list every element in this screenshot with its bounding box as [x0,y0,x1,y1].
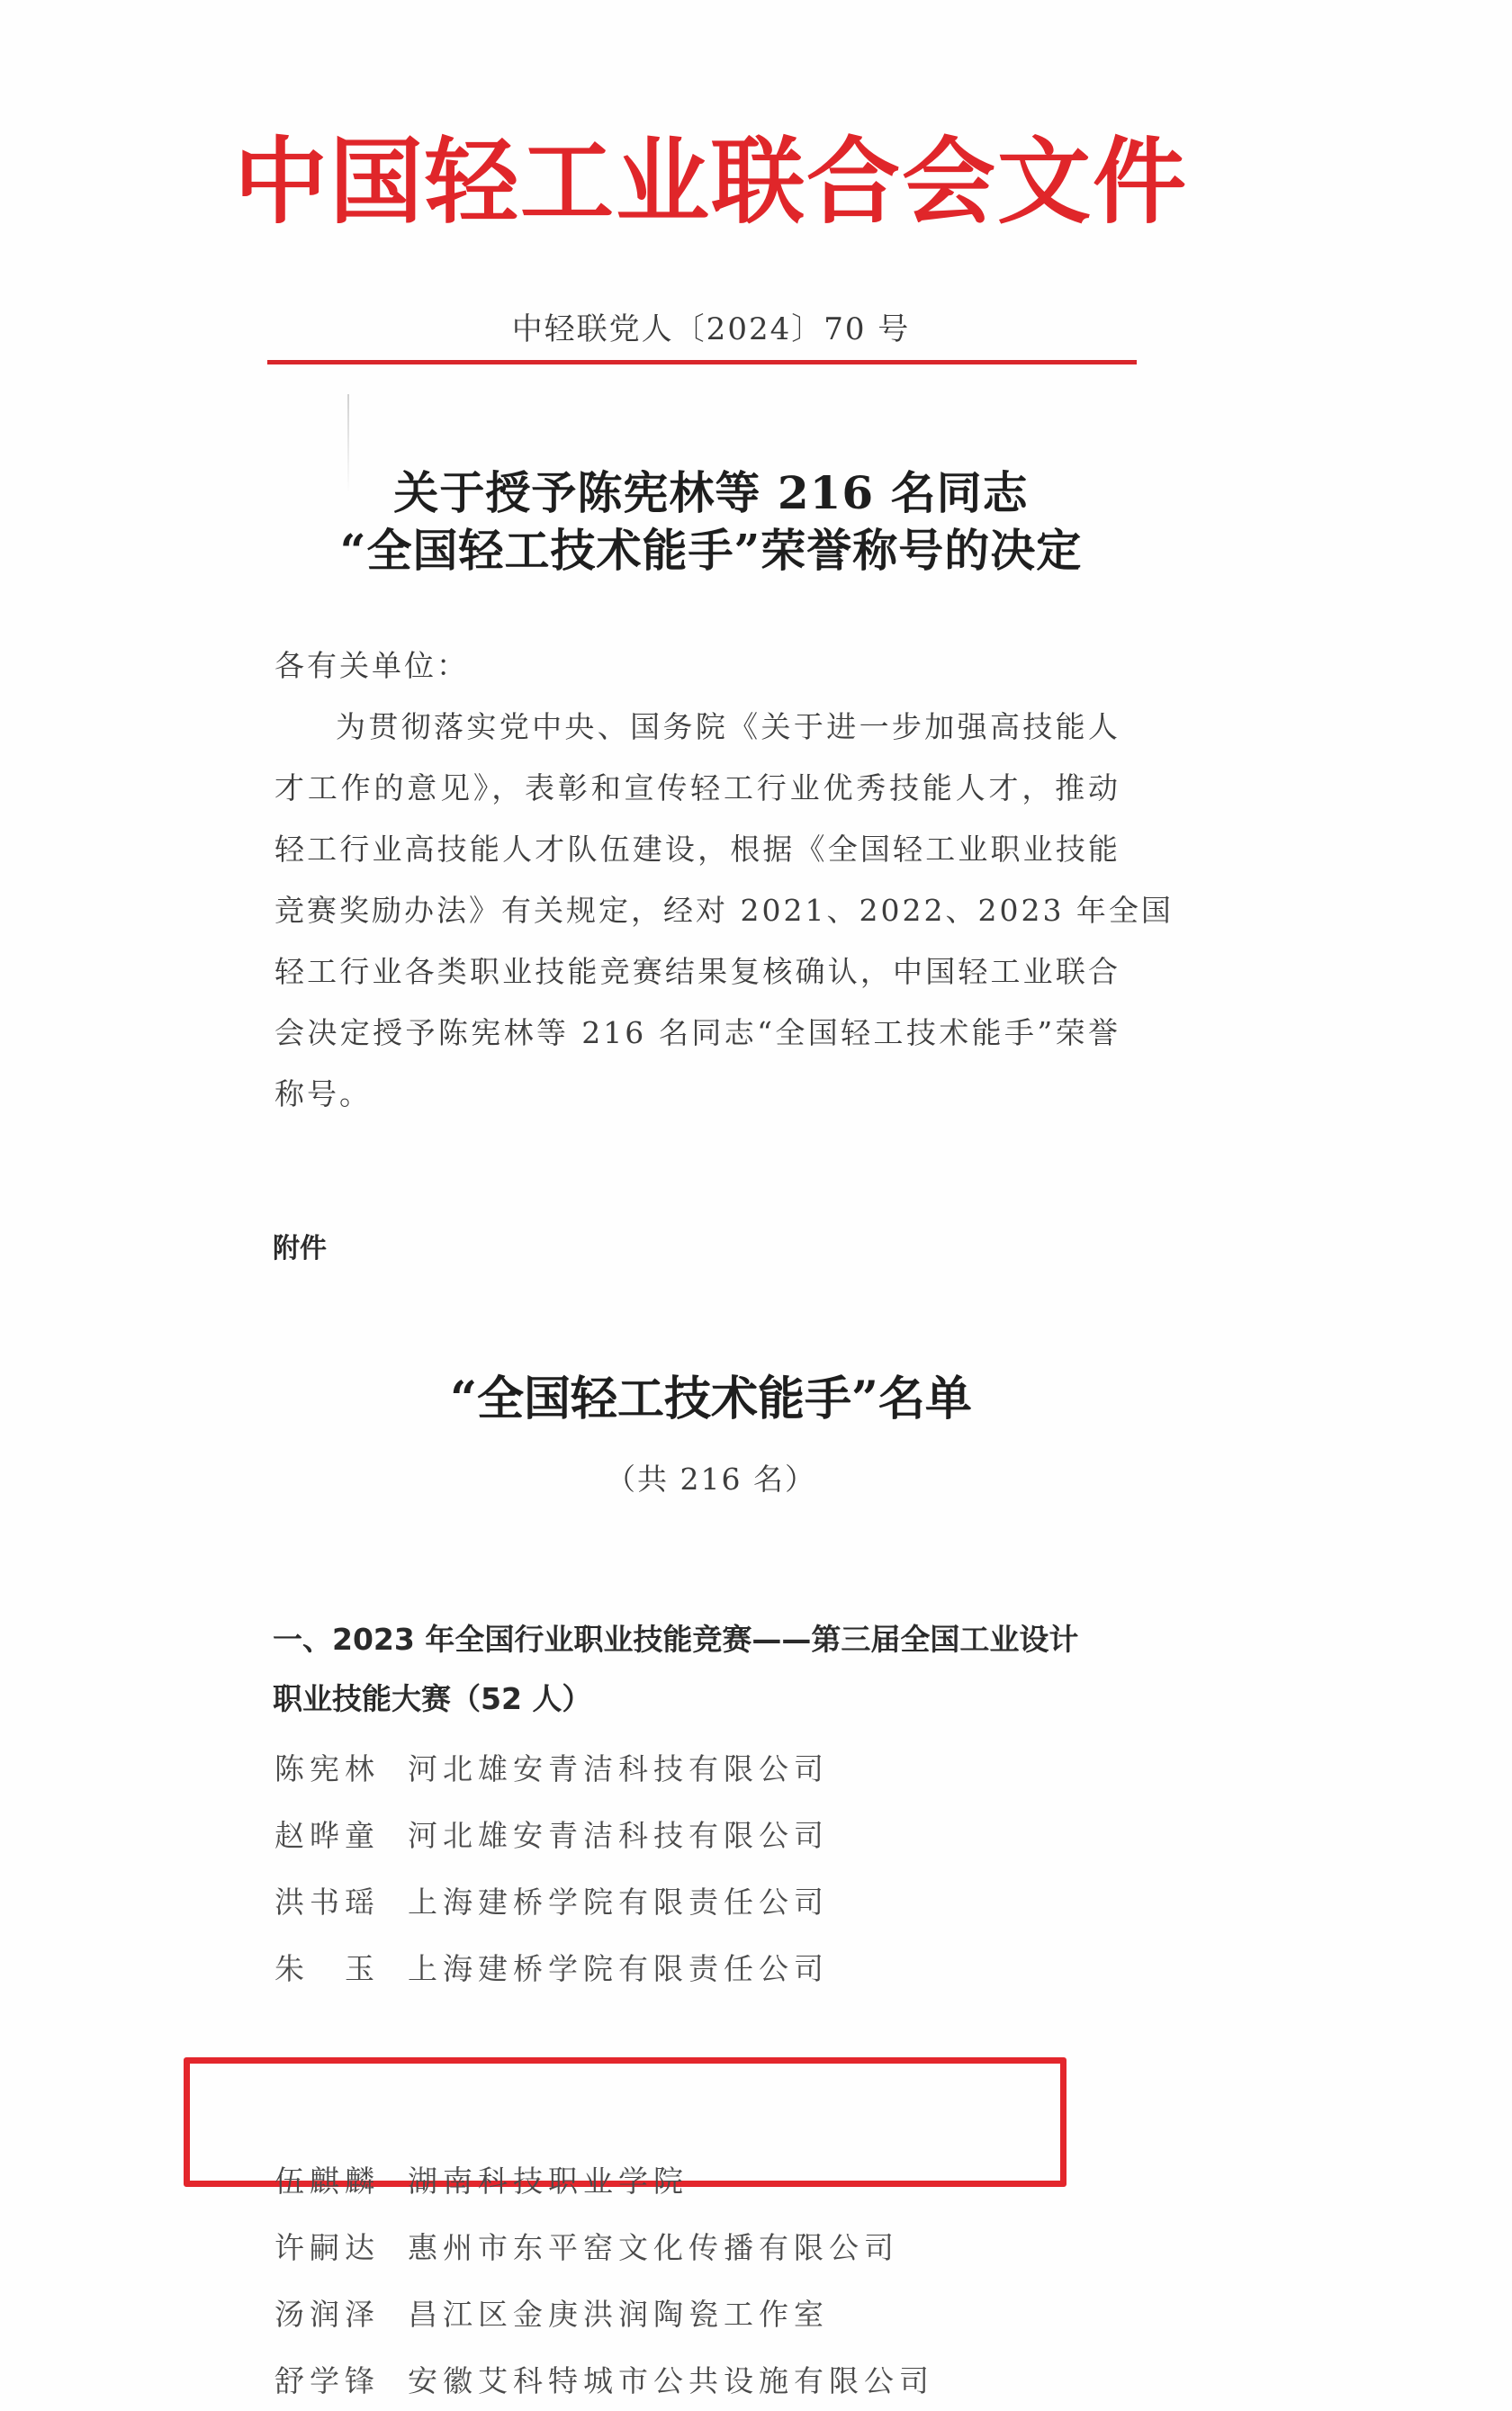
body-paragraph-line: 才工作的意见》，表彰和宣传轻工行业优秀技能人才，推动 [274,770,1120,805]
decision-title-line-1: 关于授予陈宪林等 216 名同志 [393,466,1029,519]
awardee-organization: 惠州市东平窑文化传播有限公司 [408,2230,899,2265]
body-paragraph-line: 竞赛奖励办法》有关规定，经对 2021、2022、2023 年全国 [274,893,1174,928]
list-item [274,1946,829,1989]
body-paragraph-line: 为贯彻落实党中央、国务院《关于进一步加强高技能人 [336,709,1120,744]
awardee-name: 朱 玉 [274,1951,380,1986]
list-item [274,2225,899,2268]
body-paragraph-line: 会决定授予陈宪林等 216 名同志“全国轻工技术能手”荣誉 [274,1015,1120,1050]
awardee-name: 洪书瑶 [274,1885,380,1920]
body-paragraph-line: 轻工行业各类职业技能竞赛结果复核确认，中国轻工业联合 [274,954,1120,989]
section-heading-line-1: 一、2023 年全国行业职业技能竞赛——第三届全国工业设计 [273,1622,1079,1657]
awardee-organization: 昌江区金庚洪润陶瓷工作室 [408,2297,829,2332]
list-title: “全国轻工技术能手”名单 [450,1372,972,1426]
awardee-organization: 河北雄安青洁科技有限公司 [408,1818,829,1853]
body-paragraph-line: 轻工行业高技能人才队伍建设，根据《全国轻工业职业技能 [274,832,1120,867]
decision-title-line-2: “全国轻工技术能手”荣誉称号的决定 [339,524,1083,577]
awardee-name: 舒学锋 [274,2363,380,2398]
list-item-highlighted [274,2158,688,2201]
awardee-organization: 安徽艾科特城市公共设施有限公司 [408,2363,934,2398]
list-item [274,1746,829,1789]
list-item [274,1813,829,1856]
awardee-name: 许嗣达 [274,2230,380,2265]
list-item [274,2358,934,2401]
awardee-name: 陈宪林 [274,1751,380,1786]
awardee-organization: 上海建桥学院有限责任公司 [408,1951,829,1986]
list-count: （共 216 名） [606,1462,816,1497]
document-header-title: 中国轻工业联合会文件 [233,127,1188,237]
red-divider-line [267,360,1137,364]
awardee-name: 汤润泽 [274,2297,380,2332]
awardee-name: 赵晔童 [274,1818,380,1853]
awardee-name: 伍麒麟 [274,2164,380,2199]
awardee-organization: 河北雄安青洁科技有限公司 [408,1751,829,1786]
salutation: 各有关单位： [274,648,469,683]
body-paragraph-line: 称号。 [274,1076,372,1111]
list-item [274,1879,829,1922]
list-item [274,2291,829,2335]
attachment-label: 附件 [273,1233,327,1264]
section-heading-line-2: 职业技能大赛（52 人） [273,1681,592,1716]
awardee-organization: 湖南科技职业学院 [408,2164,688,2199]
document-number: 中轻联党人〔2024〕70 号 [511,311,911,347]
awardee-organization: 上海建桥学院有限责任公司 [408,1885,829,1920]
